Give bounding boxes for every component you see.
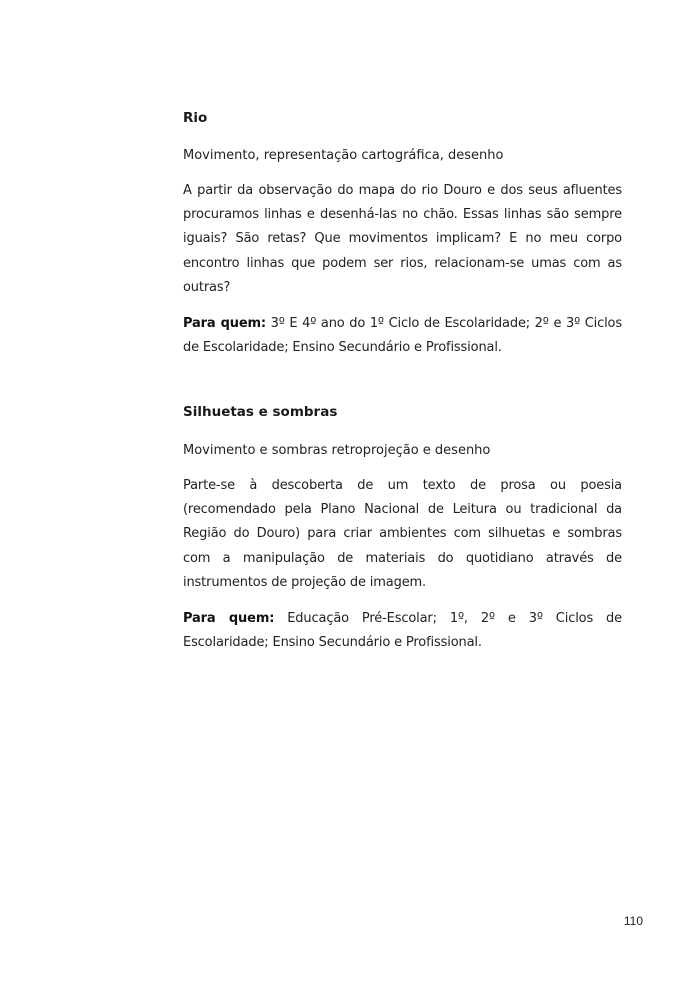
section-subtitle: Movimento e sombras retroprojeção e desenho (183, 443, 491, 458)
section-rio (183, 109, 622, 360)
audience-text: 3º E 4º ano do 1º Ciclo de Escolaridade; 2º e 3º Ciclos de Escolaridade; Ensino Secundário e Profissional. (183, 316, 622, 356)
section-audience (183, 312, 622, 360)
section-subtitle: Movimento, representação cartográfica, desenho (183, 148, 504, 163)
section-audience (183, 607, 622, 655)
section-body: Parte-se à descoberta de um texto de prosa ou poesia (recomendado pela Plano Nacional de Leitura ou tradicional da Região do Douro) para criar ambientes com silhuetas e sombras com a manipulação de materiais do quotidiano através de instrumentos de projeção de imagem. (183, 478, 622, 590)
section-body: A partir da observação do mapa do rio Douro e dos seus afluentes procuramos linhas e desenhá-las no chão. Essas linhas são sempre iguais? São retas? Que movimentos implicam? E no meu corpo encontro linhas que podem ser rios, relacionam-se umas com as outras? (183, 183, 622, 295)
page-number: 110 (623, 914, 643, 928)
audience-label: Para quem: (183, 611, 275, 627)
section-silhuetas (183, 403, 622, 655)
audience-label: Para quem: (183, 316, 266, 332)
section-title: Silhuetas e sombras (183, 404, 338, 420)
audience-text: Educação Pré-Escolar; 1º, 2º e 3º Ciclos de Escolaridade; Ensino Secundário e Profissional. (183, 611, 622, 651)
section-title: Rio (183, 110, 208, 126)
